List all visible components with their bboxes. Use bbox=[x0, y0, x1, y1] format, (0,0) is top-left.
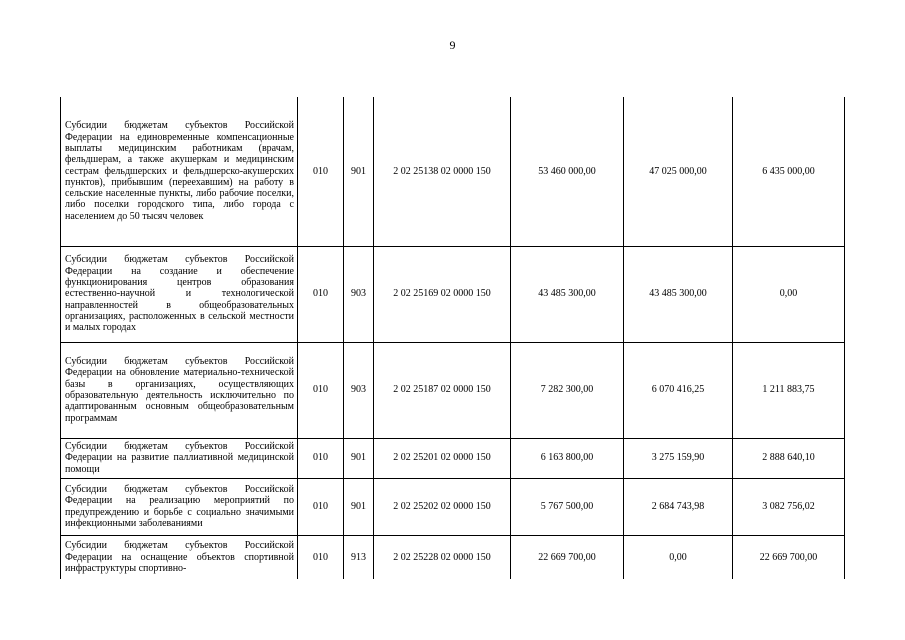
kbk-cell: 2 02 25201 02 0000 150 bbox=[374, 438, 511, 478]
amount-executed-cell: 0,00 bbox=[624, 535, 733, 579]
row-description: Субсидии бюджетам субъектов Российской Федерации на развитие паллиативной медицинской помощи bbox=[61, 438, 298, 478]
amount-executed-cell: 3 275 159,90 bbox=[624, 438, 733, 478]
code-cell: 010 bbox=[298, 342, 344, 438]
row-description: Субсидии бюджетам субъектов Российской Федерации на единовременные компенсационные выплаты медицинским работникам (врачам, фельдшерам, а также акушеркам и медицинским сестрам фельдшерских и фельдшерско-акушерских пунктов), прибывшим (переехавшим) на работу в сельские населенные пункты, либо рабочие поселки, либо поселки городского типа, либо города с населением до 50 тысяч человек bbox=[61, 97, 298, 246]
code-cell: 010 bbox=[298, 478, 344, 535]
table-row bbox=[61, 342, 845, 438]
kbk-cell: 2 02 25228 02 0000 150 bbox=[374, 535, 511, 579]
row-description: Субсидии бюджетам субъектов Российской Федерации на оснащение объектов спортивной инфраструктуры спортивно- bbox=[61, 535, 298, 579]
kbk-cell: 2 02 25187 02 0000 150 bbox=[374, 342, 511, 438]
amount-remainder-cell: 0,00 bbox=[733, 246, 845, 342]
kbk-cell: 2 02 25202 02 0000 150 bbox=[374, 478, 511, 535]
amount-remainder-cell: 6 435 000,00 bbox=[733, 97, 845, 246]
row-description: Субсидии бюджетам субъектов Российской Федерации на создание и обеспечение функционирования центров образования естественно-научной и технологической направленностей в общеобразовательных организациях, расположенных в сельской местности и малых городах bbox=[61, 246, 298, 342]
budget-table bbox=[60, 97, 845, 579]
admin-code-cell: 901 bbox=[344, 438, 374, 478]
table-row bbox=[61, 438, 845, 478]
admin-code-cell: 903 bbox=[344, 246, 374, 342]
amount-approved-cell: 22 669 700,00 bbox=[511, 535, 624, 579]
amount-executed-cell: 43 485 300,00 bbox=[624, 246, 733, 342]
code-cell: 010 bbox=[298, 535, 344, 579]
amount-executed-cell: 47 025 000,00 bbox=[624, 97, 733, 246]
kbk-cell: 2 02 25138 02 0000 150 bbox=[374, 97, 511, 246]
kbk-cell: 2 02 25169 02 0000 150 bbox=[374, 246, 511, 342]
admin-code-cell: 903 bbox=[344, 342, 374, 438]
row-description: Субсидии бюджетам субъектов Российской Федерации на обновление материально-технической базы в организациях, осуществляющих образовательную деятельность исключительно по адаптированным основным общеобразовательным программам bbox=[61, 342, 298, 438]
amount-remainder-cell: 2 888 640,10 bbox=[733, 438, 845, 478]
amount-approved-cell: 6 163 800,00 bbox=[511, 438, 624, 478]
code-cell: 010 bbox=[298, 246, 344, 342]
page-number: 9 bbox=[449, 38, 456, 52]
amount-approved-cell: 53 460 000,00 bbox=[511, 97, 624, 246]
admin-code-cell: 901 bbox=[344, 478, 374, 535]
amount-executed-cell: 2 684 743,98 bbox=[624, 478, 733, 535]
table-row bbox=[61, 97, 845, 246]
table-row bbox=[61, 478, 845, 535]
code-cell: 010 bbox=[298, 438, 344, 478]
amount-approved-cell: 43 485 300,00 bbox=[511, 246, 624, 342]
admin-code-cell: 901 bbox=[344, 97, 374, 246]
amount-remainder-cell: 3 082 756,02 bbox=[733, 478, 845, 535]
code-cell: 010 bbox=[298, 97, 344, 246]
table-row bbox=[61, 535, 845, 579]
amount-approved-cell: 5 767 500,00 bbox=[511, 478, 624, 535]
amount-executed-cell: 6 070 416,25 bbox=[624, 342, 733, 438]
amount-approved-cell: 7 282 300,00 bbox=[511, 342, 624, 438]
amount-remainder-cell: 22 669 700,00 bbox=[733, 535, 845, 579]
amount-remainder-cell: 1 211 883,75 bbox=[733, 342, 845, 438]
table-row bbox=[61, 246, 845, 342]
admin-code-cell: 913 bbox=[344, 535, 374, 579]
row-description: Субсидии бюджетам субъектов Российской Федерации на реализацию мероприятий по предупреждению и борьбе с социально значимыми инфекционными заболеваниями bbox=[61, 478, 298, 535]
